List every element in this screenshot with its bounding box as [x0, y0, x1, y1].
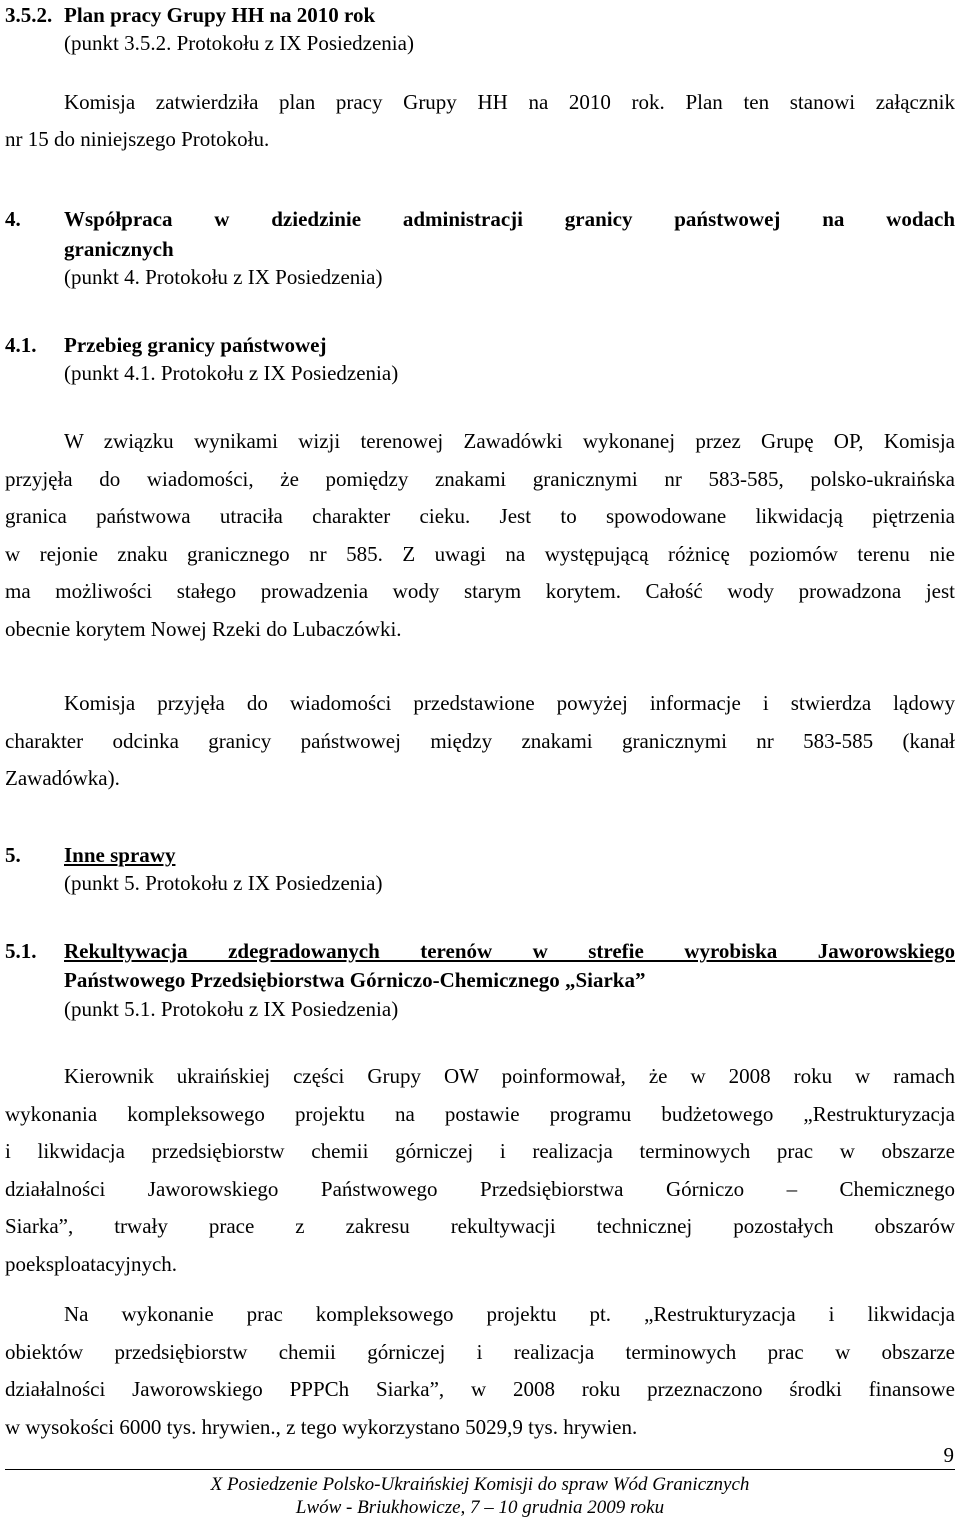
paragraph-line: Kierownik ukraińskiej części Grupy OW poinformował, że w 2008 roku w ramach — [64, 1064, 955, 1088]
footer-line-2: Lwów - Briukhowicze, 7 – 10 grudnia 2009 roku — [295, 1497, 665, 1518]
section-4-1-title: Przebieg granicy państwowej — [64, 333, 327, 357]
paragraph-line: Siarka”, trwały prace z zakresu rekultywacji technicznej pozostałych obszarów — [5, 1214, 955, 1239]
paragraph-line: granica państwowa utraciła charakter cieku. Jest to spowodowane likwidacją piętrzenia — [5, 504, 955, 529]
paragraph-line: Komisja przyjęła do wiadomości przedstawione powyżej informacje i stwierdza lądowy — [64, 691, 955, 715]
paragraph-line: działalności Jaworowskiego Państwowego Przedsiębiorstwa Górniczo – Chemicznego — [5, 1176, 955, 1201]
paragraph-line: obiektów przedsiębiorstw chemii górniczej i realizacja terminowych prac w obszarze — [5, 1339, 955, 1364]
paragraph-line: W związku wynikami wizji terenowej Zawadówki wykonanej przez Grupę OP, Komisja — [64, 429, 955, 453]
section-4-title-line2: granicznych — [64, 237, 174, 261]
section-3-5-2-number: 3.5.2. — [5, 3, 53, 27]
section-5-1-title-line2: Państwowego Przedsiębiorstwa Górniczo-Chemicznego „Siarka” — [64, 968, 646, 992]
section-5-1-ref: (punkt 5.1. Protokołu z IX Posiedzenia) — [64, 997, 399, 1021]
page-number: 9 — [943, 1443, 954, 1467]
section-3-5-2-paragraph — [5, 84, 955, 158]
paragraph-line: poeksploatacyjnych. — [5, 1251, 178, 1276]
section-4-number: 4. — [5, 207, 21, 231]
section-5-1-paragraph-1 — [5, 1058, 955, 1284]
paragraph-line: obecnie korytem Nowej Rzeki do Lubaczówki. — [5, 616, 402, 641]
section-4-1-ref: (punkt 4.1. Protokołu z IX Posiedzenia) — [64, 361, 399, 385]
section-5-1-paragraph-2 — [5, 1296, 955, 1446]
section-4-1-paragraph-2 — [5, 685, 955, 798]
section-5-1-title-line1: Rekultywacja zdegradowanych terenów w strefie wyrobiska Jaworowskiego — [64, 939, 955, 963]
section-4-ref: (punkt 4. Protokołu z IX Posiedzenia) — [64, 265, 383, 289]
section-5-title: Inne sprawy — [64, 843, 176, 867]
section-4-1-paragraph-1 — [5, 423, 955, 649]
section-5-number: 5. — [5, 843, 21, 867]
paragraph-line: nr 15 do niniejszego Protokołu. — [5, 127, 270, 151]
paragraph-line: w rejonie znaku granicznego nr 585. Z uwagi na występującą różnicę poziomów terenu nie — [5, 541, 955, 566]
paragraph-line: wykonania kompleksowego projektu na postawie programu budżetowego „Restrukturyzacja — [5, 1101, 955, 1126]
section-5-ref: (punkt 5. Protokołu z IX Posiedzenia) — [64, 871, 383, 895]
footer-divider — [5, 1469, 955, 1470]
paragraph-line: działalności Jaworowskiego PPPCh Siarka”, w 2008 roku przeznaczono środki finansowe — [5, 1377, 955, 1402]
section-4-1-number: 4.1. — [5, 333, 37, 357]
paragraph-line: charakter odcinka granicy państwowej między znakami granicznymi nr 583-585 (kanał — [5, 728, 955, 753]
paragraph-line: ma możliwości stałego prowadzenia wody starym korytem. Całość wody prowadzona jest — [5, 579, 955, 604]
paragraph-line: w wysokości 6000 tys. hrywien., z tego wykorzystano 5029,9 tys. hrywien. — [5, 1414, 638, 1439]
paragraph-line: Na wykonanie prac kompleksowego projektu pt. „Restrukturyzacja i likwidacja — [64, 1302, 955, 1326]
paragraph-line: przyjęła do wiadomości, że pomiędzy znakami granicznymi nr 583-585, polsko-ukraińska — [5, 466, 955, 491]
section-4-title-line1: Współpraca w dziedzinie administracji granicy państwowej na wodach — [64, 207, 955, 231]
footer-line-1: X Posiedzenie Polsko-Ukraińskiej Komisji do spraw Wód Granicznych — [210, 1474, 750, 1495]
paragraph-line: Komisja zatwierdziła plan pracy Grupy HH na 2010 rok. Plan ten stanowi załącznik — [64, 90, 955, 114]
section-3-5-2-title: Plan pracy Grupy HH na 2010 rok — [64, 3, 376, 27]
section-3-5-2-ref: (punkt 3.5.2. Protokołu z IX Posiedzenia) — [64, 31, 414, 55]
paragraph-line: Zawadówka). — [5, 766, 120, 791]
paragraph-line: i likwidacja przedsiębiorstw chemii górniczej i realizacja terminowych prac w obszarze — [5, 1139, 955, 1164]
section-5-1-number: 5.1. — [5, 939, 37, 963]
